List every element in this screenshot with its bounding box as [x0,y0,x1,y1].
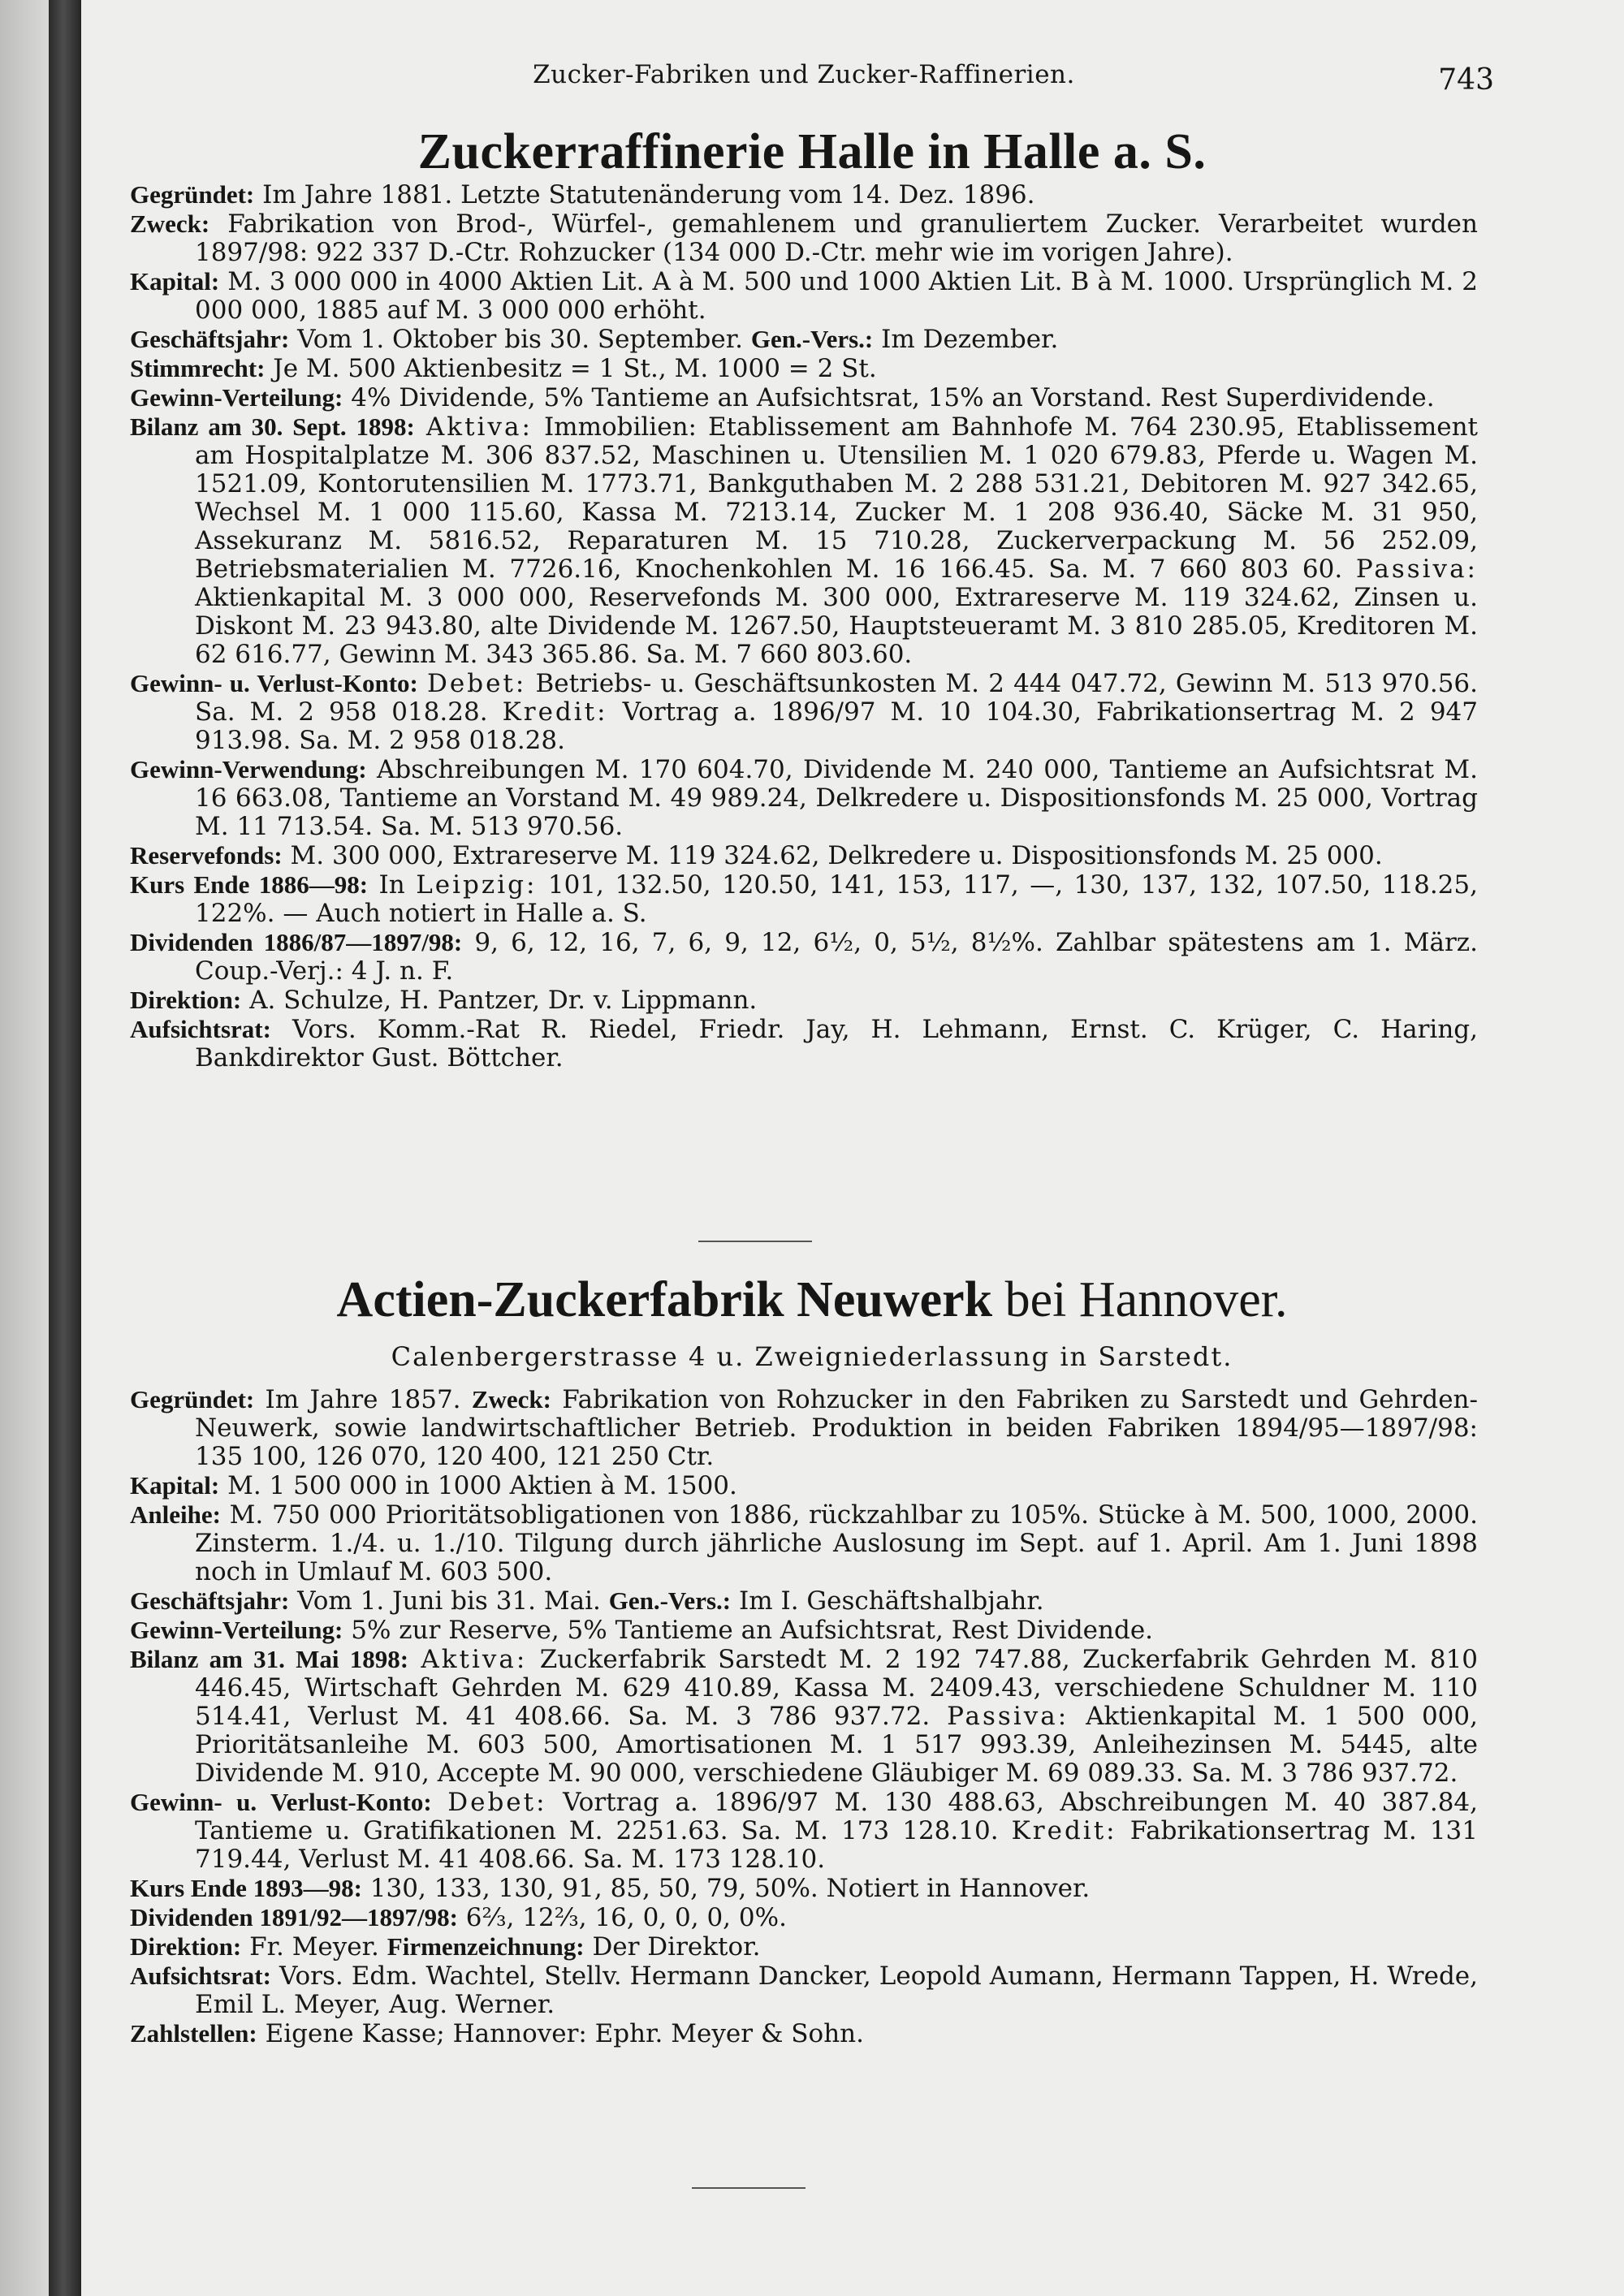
page-number: 743 [1438,63,1494,97]
entry-text: Vors. Edm. Wachtel, Stellv. Hermann Dancker, Leopold Aumann, Hermann Tappen, H. Wrede, Emil L. Meyer, Aug. Werner. [195,1962,1478,2019]
entry-text-secondary: Fabrikation von Rohzucker in den Fabriken zu Sarstedt und Gehrden-Neuwerk, sowie landwirtschaftlicher Betrieb. Produktion in beiden Fabriken 1894/95—1897/98: 135 100, 126 070, 120 400, 121 250 Ctr. [195,1385,1478,1471]
debet-label: Debet: [447,1788,547,1817]
entry-kapital [130,1471,1478,1500]
entry-text: 4% Dividende, 5% Tantieme an Aufsichtsrat, 15% an Vorstand. Rest Superdividende. [351,383,1435,412]
company-entry-halle [130,180,1478,1072]
entry-text: M. 300 000, Extrareserve M. 119 324.62, Delkredere u. Dispositionsfonds M. 25 000. [290,841,1383,870]
entry-label-secondary: Zweck: [471,1385,551,1413]
aktiva-label: Aktiva: [425,412,533,442]
entry-aufsichtsrat [130,1015,1478,1072]
entry-direktion [130,986,1478,1015]
entry-label: Kapital: [130,267,220,296]
entry-gewinn-verlust-konto [130,669,1478,755]
entry-text-secondary: 101, 132.50, 120.50, 141, 153, 117, —, 130, 137, 132, 107.50, 118.25, 122%. — Auch notiert in Halle a. S. [195,870,1478,928]
entry-text: M. 1 500 000 in 1000 Aktien à M. 1500. [227,1471,737,1500]
entry-bilanz [130,412,1478,669]
section-divider [698,1241,812,1242]
entry-text: 5% zur Reserve, 5% Tantieme an Aufsichtsrat, Rest Dividende. [351,1616,1154,1645]
entry-text-secondary: Aktienkapital M. 1 500 000, Prioritätsanleihe M. 603 500, Amortisationen M. 1 517 993.39, Anleihezinsen M. 5445, alte Dividende M. 910, Accepte M. 90 000, verschiedene Gläubiger M. 69 089.33. Sa. M. 3 786 937.72. [195,1702,1478,1788]
debet-label: Debet: [427,669,527,698]
entry-text: 9, 6, 12, 16, 7, 6, 9, 12, 6½, 0, 5½, 8½%. Zahlbar spätestens am 1. März. Coup.-Verj.: 4 J. n. F. [195,928,1478,986]
entry-label: Zahlstellen: [130,2019,257,2048]
entry-gegruendet [130,180,1478,209]
company-title-bold: Actien-Zuckerfabrik Neuwerk [336,1272,993,1327]
entry-label-secondary: Gen.-Vers.: [608,1586,732,1615]
entry-label: Geschäftsjahr: [130,1586,290,1615]
entry-text: Vortrag a. 1896/97 M. 130 488.63, Abschreibungen M. 40 387.84, Tantieme u. Gratifikationen M. 2251.63. Sa. M. 173 128.10. [195,1788,1478,1845]
entry-label: Gewinn- u. Verlust-Konto: [130,669,418,697]
entry-label: Bilanz am 31. Mai 1898: [130,1645,409,1673]
entry-text: Abschreibungen M. 170 604.70, Dividende M. 240 000, Tantieme an Aufsichtsrat M. 16 663.08, Tantieme an Vorstand M. 49 989.24, Delkredere u. Dispositionsfonds M. 25 000, Vortrag M. 11 713.54. Sa. M. 513 970.56. [195,755,1478,841]
entry-label: Direktion: [130,986,242,1014]
entry-text: Fr. Meyer. [249,1932,379,1962]
running-title: Zucker-Fabriken und Zucker-Raffinerien. [533,60,1075,89]
aktiva-label: Aktiva: [421,1645,528,1674]
company-title-neuwerk [97,1271,1527,1329]
entry-text: Je M. 500 Aktienbesitz = 1 St., M. 1000 = 2 St. [273,354,877,383]
entry-direktion [130,1932,1478,1962]
entry-kapital [130,267,1478,325]
entry-text-secondary: Aktienkapital M. 3 000 000, Reservefonds M. 300 000, Extrareserve M. 119 324.62, Zinsen u. Diskont M. 23 943.80, alte Dividende M. 1267.50, Hauptsteueramt M. 3 810 285.05, Kreditoren M. 62 616.77, Gewinn M. 343 365.86. Sa. M. 7 660 803.60. [195,583,1478,669]
entry-text: Zuckerfabrik Sarstedt M. 2 192 747.88, Zuckerfabrik Gehrden M. 810 446.45, Wirtschaft Gehrden M. 629 410.89, Kassa M. 2409.43, verschiedene Schuldner M. 110 514.41, Verlust M. 41 408.66. Sa. M. 3 786 937.72. [195,1645,1479,1731]
kredit-label: Kredit: [502,697,608,727]
entry-gewinn-verteilung [130,383,1478,412]
entry-label: Gewinn- u. Verlust-Konto: [130,1788,432,1816]
entry-text-secondary: Im I. Geschäftshalbjahr. [738,1586,1044,1616]
entry-gewinn-verteilung [130,1616,1478,1645]
entry-label: Reservefonds: [130,841,283,870]
entry-text-secondary: Fabrikationsertrag M. 131 719.44, Verlust M. 41 408.66. Sa. M. 173 128.10. [195,1816,1478,1874]
entry-text-secondary: Im Dezember. [881,325,1059,354]
entry-label: Gegründet: [130,180,255,209]
entry-text: Eigene Kasse; Hannover: Ephr. Meyer & Sohn. [265,2019,864,2048]
entry-label: Gewinn-Verteilung: [130,1616,343,1644]
entry-label: Stimmrecht: [130,354,266,382]
entry-text-secondary: Vortrag a. 1896/97 M. 10 104.30, Fabrikationsertrag M. 2 947 913.98. Sa. M. 2 958 018.28. [195,697,1478,755]
entry-text: 6⅔, 12⅔, 16, 0, 0, 0, 0%. [465,1903,787,1932]
company-entry-neuwerk [130,1385,1478,2048]
page-margin [0,0,49,2296]
entry-label: Dividenden 1886/87—1897/98: [130,928,463,956]
entry-label: Bilanz am 30. Sept. 1898: [130,412,415,441]
book-binding [49,0,81,2296]
running-head [114,60,1494,96]
entry-label: Kapital: [130,1471,220,1500]
passiva-label: Passiva: [947,1702,1069,1731]
entry-gegruendet [130,1385,1478,1471]
entry-label: Geschäftsjahr: [130,325,290,353]
entry-dividenden [130,1903,1478,1932]
entry-text: M. 750 000 Prioritätsobligationen von 1886, rückzahlbar zu 105%. Stücke à M. 500, 1000, 2000. Zinsterm. 1./4. u. 1./10. Tilgung durch jährliche Auslosung im Sept. auf 1. April. Am 1. Juni 1898 noch in Umlauf M. 603 500. [195,1500,1479,1586]
entry-text: Im Jahre 1857. [265,1385,461,1414]
entry-text: Vors. Komm.-Rat R. Riedel, Friedr. Jay, H. Lehmann, Ernst. C. Krüger, C. Haring, Bankdirektor Gust. Böttcher. [195,1015,1478,1072]
entry-zahlstellen [130,2019,1478,2048]
entry-dividenden [130,928,1478,986]
entry-kurs [130,870,1478,928]
entry-text: Vom 1. Oktober bis 30. September. [297,325,743,354]
entry-text: 130, 133, 130, 91, 85, 50, 79, 50%. Notiert in Hannover. [369,1874,1091,1903]
company-title-light: bei Hannover. [1004,1272,1288,1327]
passiva-label: Passiva: [1355,555,1478,584]
entry-anleihe [130,1500,1478,1586]
entry-label: Gewinn-Verwendung: [130,755,367,783]
entry-label: Aufsichtsrat: [130,1015,271,1043]
entry-label-secondary: Firmenzeichnung: [387,1932,585,1961]
entry-stimmrecht [130,354,1478,383]
entry-text: Betriebs- u. Geschäftsunkosten M. 2 444 047.72, Gewinn M. 513 970.56. Sa. M. 2 958 018.28. [195,669,1478,727]
entry-text: Im Jahre 1881. Letzte Statutenänderung vom 14. Dez. 1896. [262,180,1035,209]
entry-label: Aufsichtsrat: [130,1962,271,1990]
entry-label: Kurs Ende 1893—98: [130,1874,362,1902]
entry-text: Vom 1. Juni bis 31. Mai. [297,1586,601,1616]
company-address: Calenbergerstrasse 4 u. Zweigniederlassung in Sarstedt. [391,1341,1233,1372]
entry-reservefonds [130,841,1478,870]
entry-label: Gewinn-Verteilung: [130,383,343,412]
entry-label: Direktion: [130,1932,242,1961]
entry-text-secondary: Der Direktor. [592,1932,761,1962]
entry-geschaeftsjahr [130,1586,1478,1616]
entry-gewinn-verlust-konto [130,1788,1478,1874]
entry-kurs [130,1874,1478,1903]
section-divider [692,2187,806,2189]
entry-text: Fabrikation von Brod-, Würfel-, gemahlenem und granuliertem Zucker. Verarbeitet wurden 1897/98: 922 337 D.-Ctr. Rohzucker (134 000 D.-Ctr. mehr wie im vorigen Jahre). [195,209,1478,267]
company-title-halle: Zuckerraffinerie Halle in Halle a. S. [417,124,1207,179]
entry-label: Kurs Ende 1886—98: [130,870,369,899]
entry-text: A. Schulze, H. Pantzer, Dr. v. Lippmann. [249,986,758,1015]
kredit-label: Kredit: [1011,1816,1117,1845]
entry-label: Anleihe: [130,1500,221,1529]
entry-bilanz [130,1645,1478,1788]
entry-text: M. 3 000 000 in 4000 Aktien Lit. A à M. 500 und 1000 Aktien Lit. B à M. 1000. Ursprünglich M. 2 000 000, 1885 auf M. 3 000 000 erhöht. [195,267,1478,325]
entry-label-secondary: Gen.-Vers.: [750,325,874,353]
entry-text: In [378,870,405,900]
leipzig-label: Leipzig: [416,870,538,900]
entry-label: Zweck: [130,209,210,238]
entry-label: Gegründet: [130,1385,255,1413]
entry-label: Dividenden 1891/92—1897/98: [130,1903,458,1931]
entry-zweck [130,209,1478,267]
entry-gewinn-verwendung [130,755,1478,841]
entry-text: Immobilien: Etablissement am Bahnhofe M. 764 230.95, Etablissement am Hospitalplatze M. 306 837.52, Maschinen u. Utensilien M. 1 020 679.83, Pferde u. Wagen M. 1521.09, Kontorutensilien M. 1773.71, Bankguthaben M. 2 288 531.21, Debitoren M. 927 342.65, Wechsel M. 1 000 115.60, Kassa M. 7213.14, Zucker M. 1 208 936.40, Säcke M. 31 950, Assekuranz M. 5816.52, Reparaturen M. 15 710.28, Zuckerverpackung M. 56 252.09, Betriebsmaterialien M. 7726.16, Knochenkohlen M. 16 166.45. Sa. M. 7 660 803 60. [195,412,1478,584]
entry-geschaeftsjahr [130,325,1478,354]
entry-aufsichtsrat [130,1962,1478,2019]
